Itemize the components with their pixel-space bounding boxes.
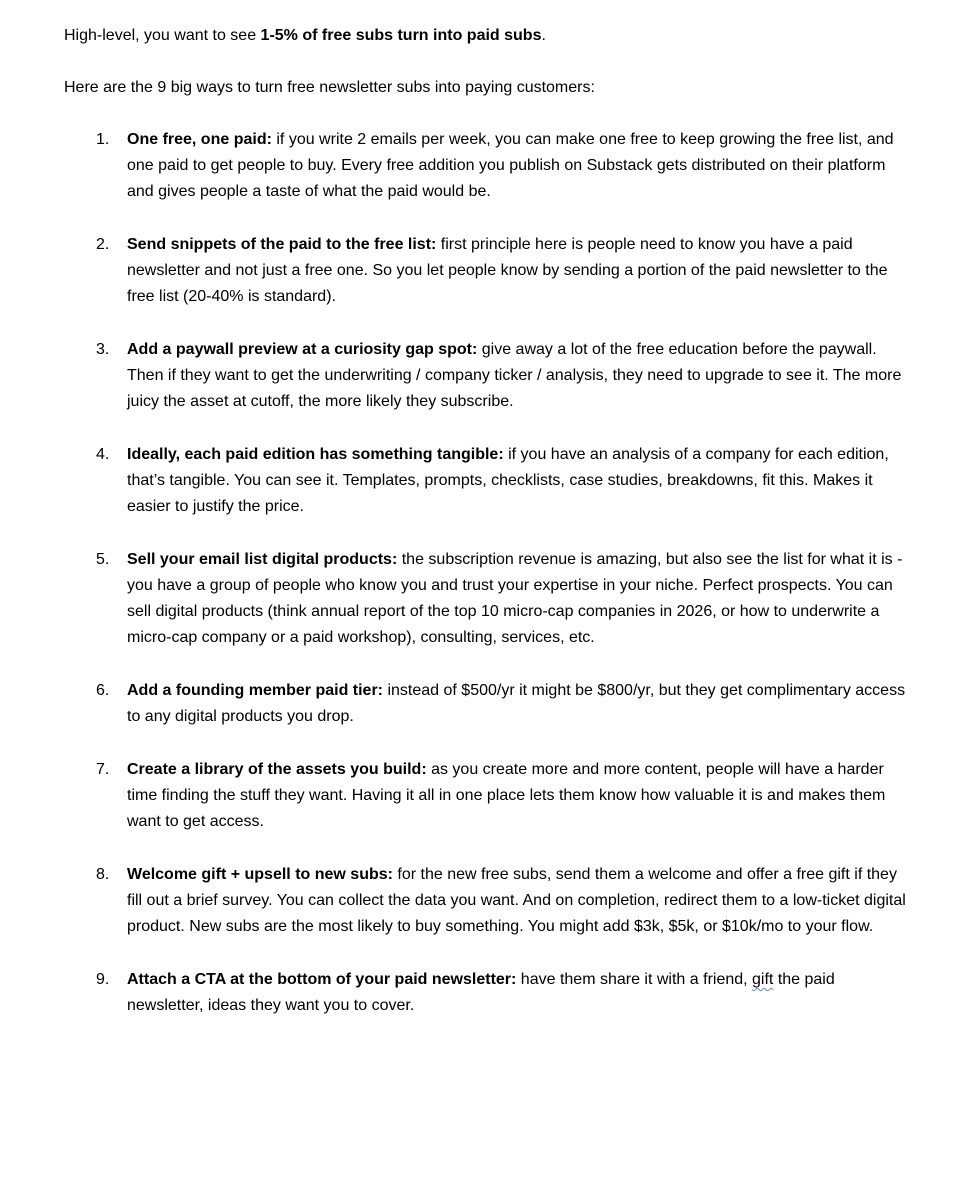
list-item-body: if you have an analysis of a company for each edition, that’s tangible. You can see it. Templates, prompts, checklists, case studies, breakdowns, fit this. Makes it easier to justify the price. bbox=[127, 446, 889, 515]
list-item-number: 5. bbox=[96, 551, 110, 568]
list-item-body-post: the paid newsletter, ideas they want you to cover. bbox=[127, 971, 835, 1014]
list-item-number: 7. bbox=[96, 761, 110, 778]
list-item-lead: Welcome gift + upsell to new subs: bbox=[127, 866, 393, 883]
list-item-body: if you write 2 emails per week, you can make one free to keep growing the free list, and one paid to get people to buy. Every free addition you publish on Substack gets distributed on their platform and gives people a taste of what the paid would be. bbox=[127, 131, 894, 200]
list-item-text bbox=[127, 757, 906, 835]
list-item-text bbox=[127, 337, 906, 415]
list-item-number: 3. bbox=[96, 341, 110, 358]
list-item-lead: Create a library of the assets you build: bbox=[127, 761, 427, 778]
list-item-number: 1. bbox=[96, 131, 110, 148]
list-item-text bbox=[127, 232, 906, 310]
list-item-lead: Send snippets of the paid to the free list: bbox=[127, 236, 437, 253]
numbered-list bbox=[64, 127, 906, 1019]
list-item-lead: One free, one paid: bbox=[127, 131, 272, 148]
list-item-body: for the new free subs, send them a welcome and offer a free gift if they fill out a brief survey. You can collect the data you want. And on completion, redirect them to a low-ticket digital product. New subs are the most likely to buy something. You might add $3k, $5k, or $10k/mo to your flow. bbox=[127, 866, 906, 935]
list-item-body: the subscription revenue is amazing, but also see the list for what it is - you have a group of people who know you and trust your expertise in your niche. Perfect prospects. You can sell digital products (think annual report of the top 10 micro-cap companies in 2026, or how to underwrite a micro-cap company or a paid workshop), consulting, services, etc. bbox=[127, 551, 903, 646]
list-item-lead: Add a paywall preview at a curiosity gap spot: bbox=[127, 341, 478, 358]
list-item-4 bbox=[64, 442, 906, 520]
list-item-text bbox=[127, 127, 906, 205]
list-item-text bbox=[127, 547, 906, 651]
list-item-body: instead of $500/yr it might be $800/yr, but they get complimentary access to any digital products you drop. bbox=[127, 682, 906, 725]
list-item-body: first principle here is people need to know you have a paid newsletter and not just a free one. So you let people know by sending a portion of the paid newsletter to the free list (20-40% is standard). bbox=[127, 236, 888, 305]
intro-text-pre: High-level, you want to see bbox=[64, 27, 261, 44]
list-item-body: as you create more and more content, people will have a harder time finding the stuff they want. Having it all in one place lets them know how valuable it is and makes them want to get access. bbox=[127, 761, 886, 830]
list-item-text bbox=[127, 678, 906, 730]
list-item-number: 8. bbox=[96, 866, 110, 883]
list-item-8 bbox=[64, 862, 906, 940]
list-item-3 bbox=[64, 337, 906, 415]
intro-text-bold: 1-5% of free subs turn into paid subs bbox=[260, 27, 542, 44]
list-item-number: 6. bbox=[96, 682, 110, 699]
list-item-lead: Attach a CTA at the bottom of your paid newsletter: bbox=[127, 971, 517, 988]
list-item-body-pre: have them share it with a friend, bbox=[516, 971, 753, 988]
list-item-body: give away a lot of the free education before the paywall. Then if they want to get the underwriting / company ticker / analysis, they need to upgrade to see it. The more juicy the asset at cutoff, the more likely they subscribe. bbox=[127, 341, 902, 410]
list-item-number: 2. bbox=[96, 236, 110, 253]
list-item-lead: Add a founding member paid tier: bbox=[127, 682, 384, 699]
list-item-number: 9. bbox=[96, 971, 110, 988]
intro-paragraph bbox=[64, 23, 906, 49]
list-item-text bbox=[127, 967, 906, 1019]
list-item-lead: Sell your email list digital products: bbox=[127, 551, 398, 568]
spellcheck-flagged-word[interactable]: gift bbox=[752, 971, 774, 988]
list-item-2 bbox=[64, 232, 906, 310]
list-item-lead: Ideally, each paid edition has something tangible: bbox=[127, 446, 504, 463]
intro-text-post: . bbox=[541, 27, 546, 44]
list-item-text bbox=[127, 862, 906, 940]
list-item-1 bbox=[64, 127, 906, 205]
list-item-text bbox=[127, 442, 906, 520]
list-intro-paragraph: Here are the 9 big ways to turn free newsletter subs into paying customers: bbox=[64, 79, 595, 96]
list-item-number: 4. bbox=[96, 446, 110, 463]
list-item-6 bbox=[64, 678, 906, 730]
list-item-7 bbox=[64, 757, 906, 835]
list-item-5 bbox=[64, 547, 906, 651]
list-item-9 bbox=[64, 967, 906, 1019]
